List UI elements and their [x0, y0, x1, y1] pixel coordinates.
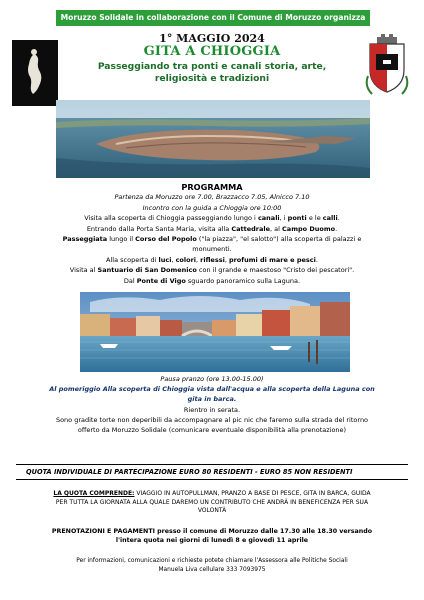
text: presso il comune di Moruzzo dalle 17.30 alle 18.30 versando — [154, 528, 373, 535]
programma-heading: PROGRAMMA — [181, 182, 243, 192]
text: Entrando dalla Porta Santa Maria, visita alla — [86, 224, 232, 233]
text-bold: Santuario di San Domenico — [97, 266, 197, 275]
programma-meeting: Incontro con la guida a Chioggia ore 10:00 — [142, 203, 282, 212]
programma-line-corso — [16, 234, 408, 244]
afternoon-section — [16, 374, 408, 435]
chioggia-canal-photo — [80, 292, 350, 372]
return-evening: Rientro in serata. — [183, 405, 241, 414]
programma-line-ponte — [16, 276, 408, 286]
text: Alla scoperta di Chioggia vista dall'acqua e alla scoperta della Laguna con — [100, 385, 375, 394]
quota-comprende-line-3: VOLONTÀ — [197, 507, 227, 515]
text: , i — [279, 214, 288, 223]
event-title: GITA A CHIOGGIA — [143, 44, 281, 59]
picnic-note: Sono gradite torte non deperibili da accompagnare al pic nic che faremo sulla strada del ritorno — [55, 415, 369, 424]
quota-comprende — [16, 490, 408, 516]
text: Dal — [123, 276, 137, 285]
organizer-banner: Moruzzo Solidale in collaborazione con il Comune di Moruzzo organizza — [56, 10, 370, 26]
lunch-break: Pausa pranzo (ore 13.00-15.00) — [160, 375, 264, 383]
text: , — [171, 255, 176, 264]
text-bold: canali — [257, 214, 280, 223]
quota-comprende-label: LA QUOTA COMPRENDE: — [53, 490, 135, 497]
afternoon-boat — [16, 384, 408, 394]
prenotazioni-label: PRENOTAZIONI E PAGAMENTI — [51, 528, 155, 535]
text: Visita alla scoperta di Chioggia passeggiando lungo i — [84, 214, 258, 223]
quota-comprende-line-2: PER TUTTA LA GIORNATA ALLA QUALE DAREMO UN CONTRIBUTO CHE ANDRÀ IN BENEFICENZA PER SUA — [55, 498, 369, 506]
text-bold: Al pomeriggio — [49, 385, 101, 394]
programma-line-santuario — [16, 265, 408, 275]
quota-box: QUOTA INDIVIDUALE DI PARTECIPAZIONE EURO 80 RESIDENTI - EURO 85 NON RESIDENTI — [16, 464, 408, 480]
event-date: 1° MAGGIO 2024 — [159, 32, 265, 45]
picnic-note-2: offerto da Moruzzo Solidale (comunicare eventuale disponibilità alla prenotazione) — [77, 426, 347, 435]
programma-line-cattedrale — [16, 224, 408, 234]
text: sguardo panoramico sulla Laguna. — [185, 276, 301, 285]
programma-line-canali — [16, 213, 408, 223]
text-bold: Ponte di Vigo — [136, 276, 186, 285]
prenotazioni-line-2: l'intera quota nei giorni di lunedì 8 e giovedì 11 aprile — [115, 537, 309, 544]
text-bold: Corso del Popolo — [135, 235, 197, 244]
text: VIAGGIO IN AUTOPULLMAN, PRANZO A BASE DI PESCE, GITA IN BARCA, GUIDA — [134, 490, 371, 497]
text: con il grande e maestoso "Cristo dei pescatori". — [196, 266, 355, 275]
text-bold: ponti — [287, 214, 307, 223]
text: ("la piazza", "el salotto") alla scoperta di palazzi e — [196, 235, 362, 244]
text-bold: luci — [158, 255, 172, 264]
subtitle-line-2: religiosità e tradizioni — [154, 73, 270, 84]
text-bold: profumi di mare e pesci — [228, 255, 316, 264]
chioggia-aerial-photo — [56, 100, 370, 178]
text: . — [337, 214, 340, 223]
coat-of-arms-icon — [362, 32, 412, 102]
text: Visita al — [69, 266, 98, 275]
programma-line-luci — [16, 255, 408, 265]
text: lungo il — [107, 235, 136, 244]
text: , — [224, 255, 229, 264]
text-bold: Campo Duomo — [282, 224, 336, 233]
prenotazioni-line-1 — [16, 527, 408, 536]
info-line-1: Per informazioni, comunicazioni e richieste potete chiamare l'Assessora alle Politiche Sociali — [76, 558, 348, 564]
programma-line-monumenti: monumenti. — [192, 245, 232, 254]
text-bold: Cattedrale — [231, 224, 271, 233]
info-section — [16, 557, 408, 575]
silhouette-logo — [12, 40, 58, 106]
text: e le — [306, 214, 323, 223]
text-bold: colori — [175, 255, 197, 264]
text-bold: calli — [322, 214, 338, 223]
prenotazioni-section — [16, 527, 408, 545]
programma-section — [16, 182, 408, 286]
text: Alla scoperta di — [106, 255, 159, 264]
text-bold: riflessi — [200, 255, 225, 264]
text-bold: Passeggiata — [62, 235, 108, 244]
text: , al — [270, 224, 283, 233]
text: , — [196, 255, 201, 264]
event-subtitle — [90, 61, 334, 85]
text: . — [335, 224, 338, 233]
quota-comprende-line-1 — [16, 490, 408, 499]
subtitle-line-1: Passeggiando tra ponti e canali storia, arte, — [97, 61, 327, 72]
text: . — [315, 255, 318, 264]
afternoon-boat-2: gita in barca. — [187, 395, 237, 404]
programma-departure: Partenza da Moruzzo ore 7.00, Brazzacco 7.05, Alnicco 7.10 — [114, 193, 310, 202]
info-line-2: Manuela Liva cellulare 333 7093975 — [158, 567, 266, 573]
